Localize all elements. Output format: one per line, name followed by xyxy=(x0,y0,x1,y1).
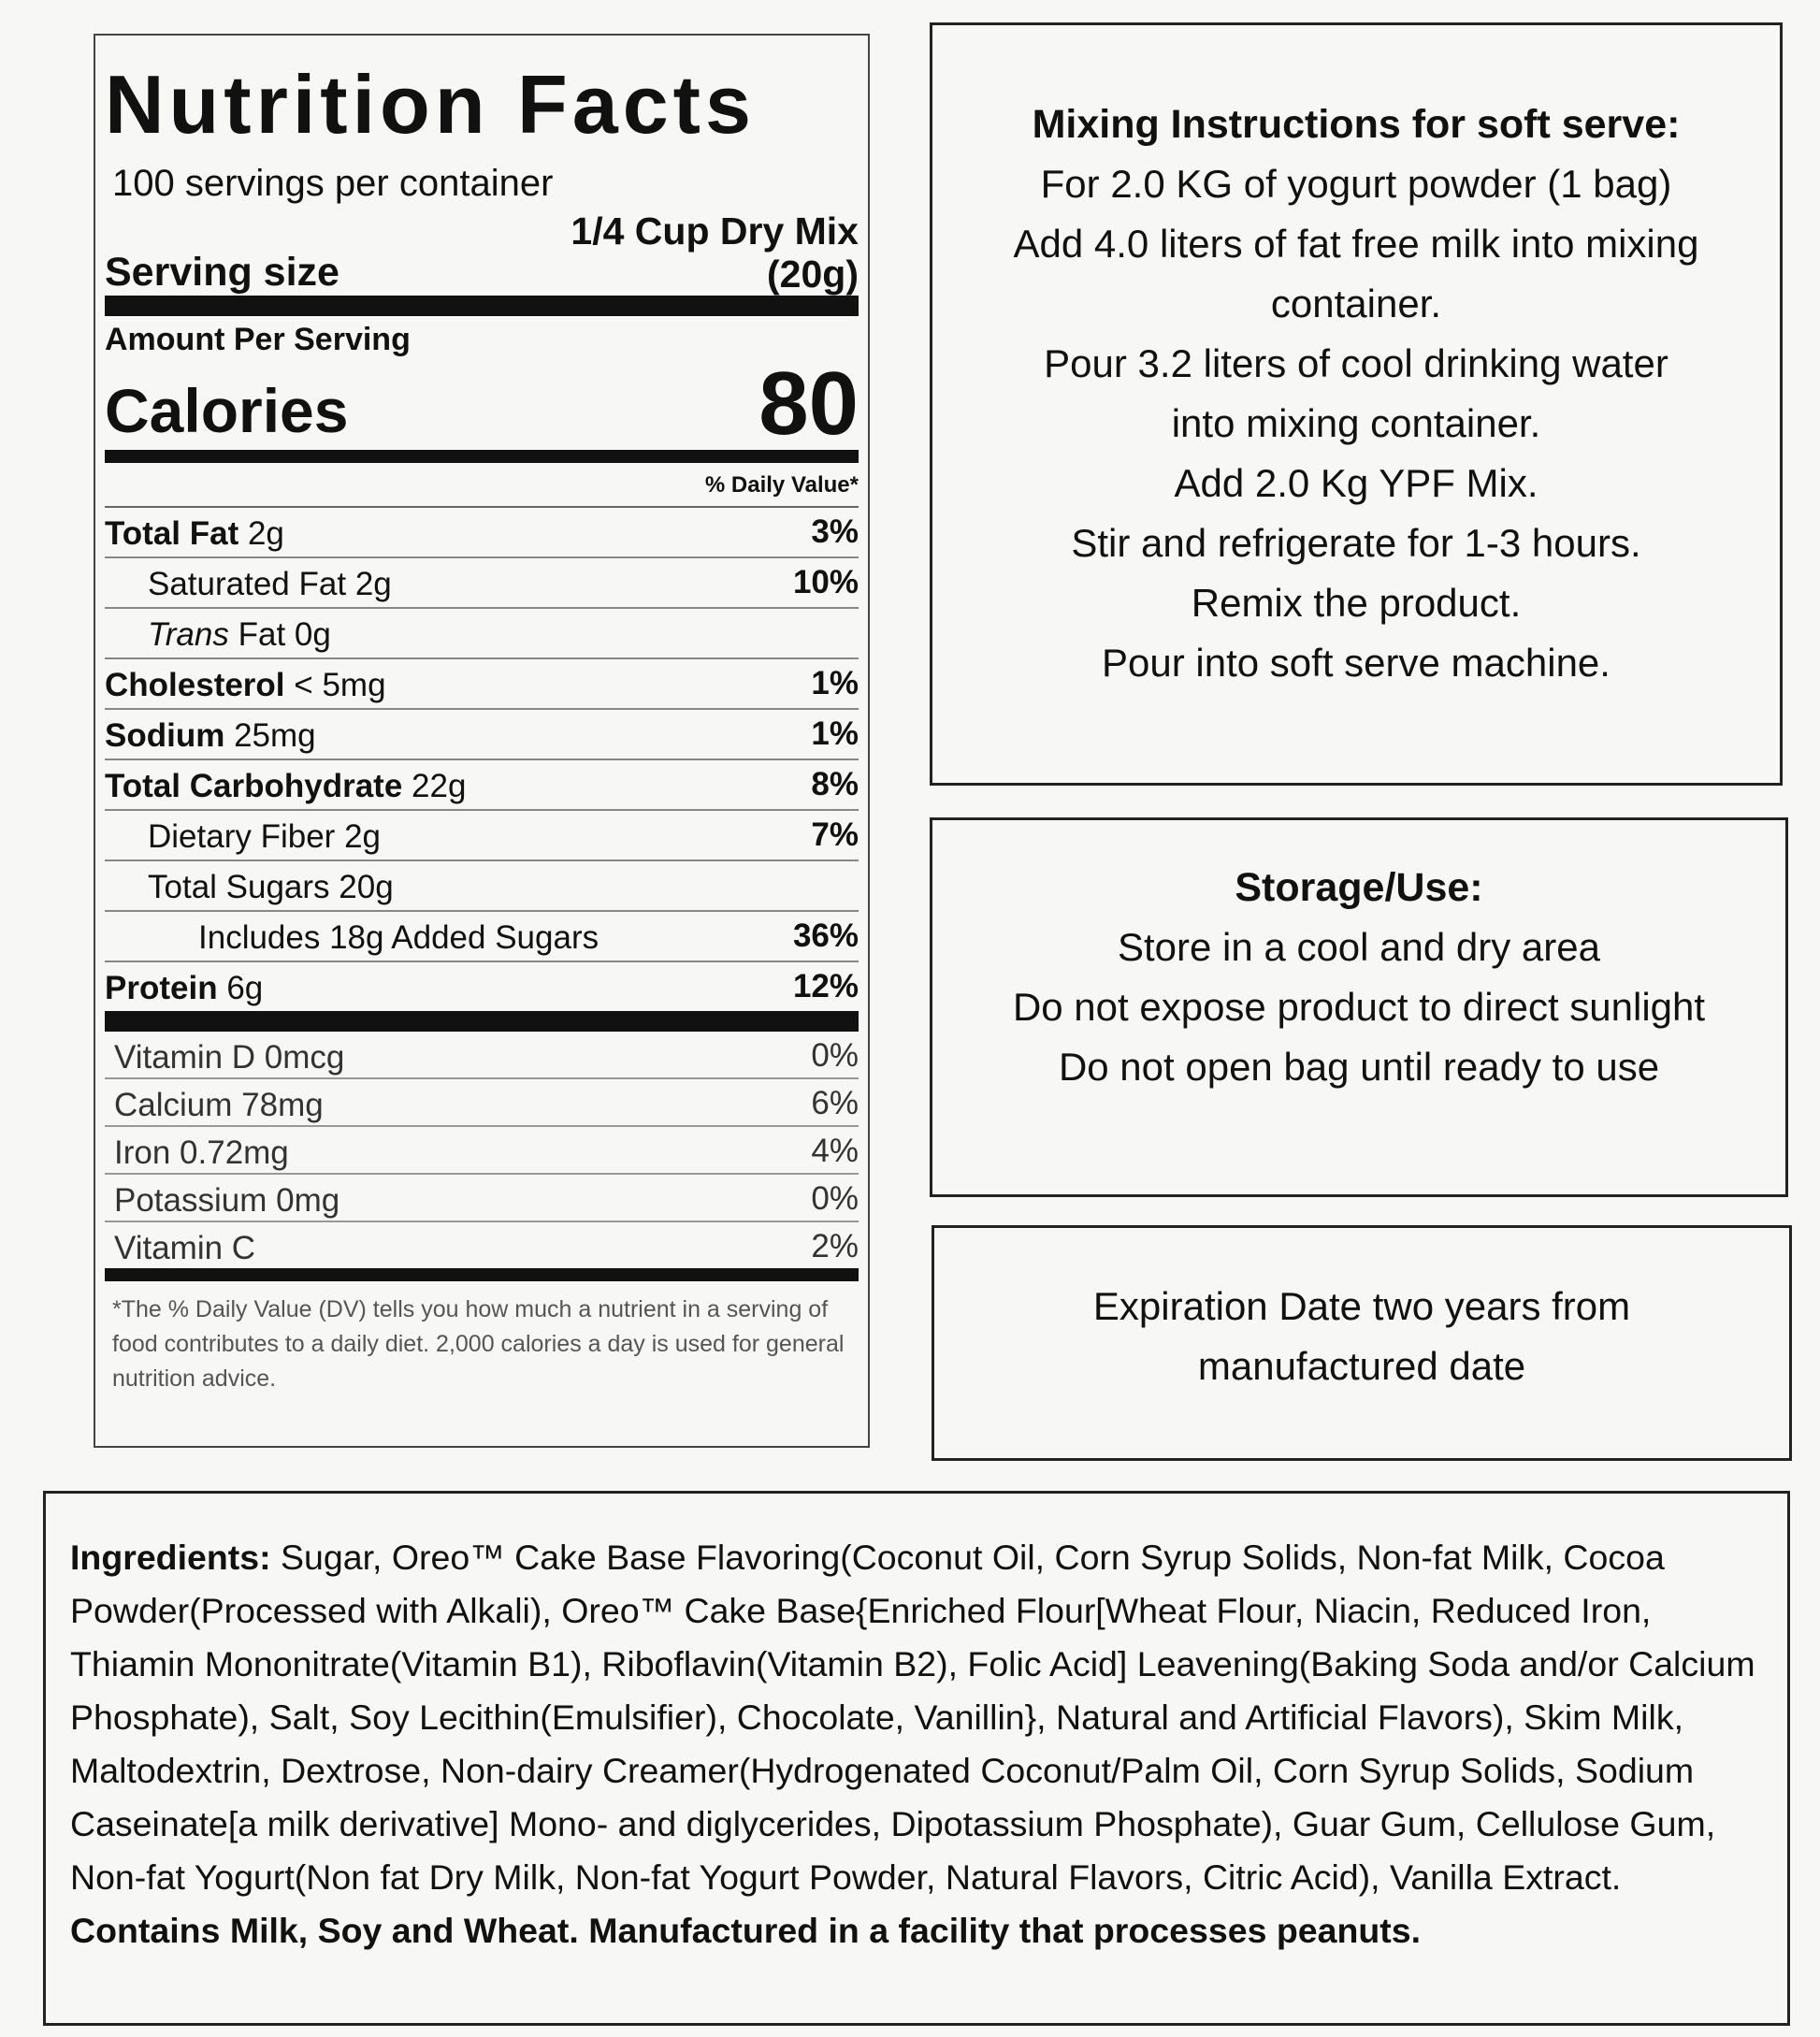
nutrient-row-trans-fat: Trans Fat 0g xyxy=(105,609,859,659)
divider-thick xyxy=(105,296,859,316)
serving-size-line1: 1/4 Cup Dry Mix xyxy=(571,209,859,253)
vitamin-row-iron: Iron 0.72mg 4% xyxy=(105,1127,859,1175)
expiration-line: manufactured date xyxy=(1197,1344,1526,1388)
nutrition-facts-panel xyxy=(94,34,870,1448)
vitamin-row-calcium: Calcium 78mg 6% xyxy=(105,1079,859,1127)
divider-thick xyxy=(105,1011,859,1032)
vitamin-row-vitamin-c: Vitamin C 2% xyxy=(114,1228,859,1266)
mixing-line: For 2.0 KG of yogurt powder (1 bag) xyxy=(1040,162,1672,206)
mixing-heading: Mixing Instructions for soft serve: xyxy=(1032,102,1681,147)
mixing-line: Remix the product. xyxy=(1191,581,1522,625)
mixing-line: Stir and refrigerate for 1-3 hours. xyxy=(1071,521,1641,565)
vitamin-row-potassium: Potassium 0mg 0% xyxy=(105,1175,859,1222)
daily-value-footnote: *The % Daily Value (DV) tells you how much a nutrient in a serving of food contributes to a daily diet. 2,000 calories a day is used for general nutrition advice. xyxy=(112,1296,845,1392)
nutrient-row-protein: Protein 6g 12% xyxy=(105,968,859,1006)
expiration-line: Expiration Date two years from xyxy=(1092,1284,1631,1328)
calories-label: Calories xyxy=(105,376,349,445)
expiration-box xyxy=(932,1225,1792,1461)
storage-line: Do not expose product to direct sunlight xyxy=(1012,985,1706,1029)
ingredients-box xyxy=(43,1491,1790,2026)
nutrient-row-cholesterol: Cholesterol < 5mg 1% xyxy=(105,659,859,710)
ingredients-text: Sugar, Oreo™ Cake Base Flavoring(Coconut Oil, Corn Syrup Solids, Non-fat Milk, Cocoa Powder(Processed with Alkali), Oreo™ Cake Base{Enriched Flour[Wheat Flour, Niacin, Reduced Iron, Thiamin Mononitrate(Vitamin B1), Riboflavin(Vitamin B2), Folic Acid] Leavening(Baking Soda and/or Calcium Phosphate), Salt, Soy Lecithin(Emulsifier), Chocolate, Vanillin}, Natural and Artificial Flavors), Skim Milk, Maltodextrin, Dextrose, Non-dairy Creamer(Hydrogenated Coconut/Palm Oil, Corn Syrup Solids, Sodium Caseinate[a milk derivative] Mono- and diglycerides, Dipotassium Phosphate), Guar Gum, Cellulose Gum, Non-fat Yogurt(Non fat Dry Milk, Non-fat Yogurt Powder, Natural Flavors, Citric Acid), Vanilla Extract. xyxy=(70,1538,1755,1897)
serving-size-row xyxy=(105,206,859,296)
mixing-line: Add 4.0 liters of fat free milk into mixing xyxy=(1013,222,1699,266)
mixing-line: Pour into soft serve machine. xyxy=(1102,641,1611,685)
vitamin-row-vitamin-d: Vitamin D 0mcg 0% xyxy=(105,1032,859,1079)
divider-medium xyxy=(105,1268,859,1281)
mixing-line: Pour 3.2 liters of cool drinking water xyxy=(1044,341,1668,385)
calories-row xyxy=(105,354,859,454)
daily-value-header: % Daily Value* xyxy=(105,463,859,508)
nutrient-row-dietary-fiber: Dietary Fiber 2g 7% xyxy=(105,811,859,861)
serving-size-value xyxy=(571,209,859,296)
amount-per-serving: Amount Per Serving xyxy=(105,322,411,357)
nutrient-row-saturated-fat: Saturated Fat 2g 10% xyxy=(105,558,859,609)
nutrient-row-total-sugars: Total Sugars 20g xyxy=(105,861,859,912)
nutrient-row-total-fat: Total Fat 2g 3% xyxy=(105,508,859,558)
ingredients-heading: Ingredients: xyxy=(70,1538,271,1577)
nutrient-row-sodium: Sodium 25mg 1% xyxy=(105,710,859,760)
calories-value: 80 xyxy=(758,354,859,454)
nutrient-row-added-sugars: Includes 18g Added Sugars 36% xyxy=(105,912,859,962)
storage-box xyxy=(930,817,1788,1197)
storage-line: Do not open bag until ready to use xyxy=(1058,1045,1660,1089)
nutrition-title: Nutrition Facts xyxy=(105,58,756,151)
serving-size-label: Serving size xyxy=(105,250,339,295)
mixing-instructions-box xyxy=(930,22,1783,786)
nutrient-row-total-carbohydrate: Total Carbohydrate 22g 8% xyxy=(105,760,859,811)
mixing-line: Add 2.0 Kg YPF Mix. xyxy=(1174,461,1538,505)
servings-per-container: 100 servings per container xyxy=(112,163,554,204)
mixing-line: container. xyxy=(1270,282,1442,325)
storage-line: Store in a cool and dry area xyxy=(1118,925,1600,969)
allergen-statement: Contains Milk, Soy and Wheat. Manufactured in a facility that processes peanuts. xyxy=(70,1911,1422,1950)
divider-medium xyxy=(105,450,859,463)
serving-size-line2: (20g) xyxy=(767,253,859,296)
mixing-line: into mixing container. xyxy=(1171,401,1541,445)
storage-heading: Storage/Use: xyxy=(1235,865,1483,910)
